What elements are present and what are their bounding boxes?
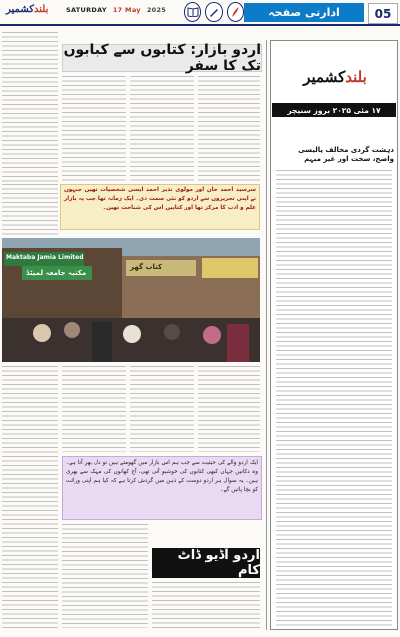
logo-red-text: بلند (34, 4, 49, 15)
header-icons (184, 2, 244, 24)
header-rule (0, 24, 400, 26)
quill-icon (227, 2, 244, 22)
page-number: 05 (368, 3, 398, 24)
article-text-column (2, 184, 58, 236)
article-text-column (62, 524, 148, 628)
column-title (276, 146, 394, 164)
column-text-body (276, 170, 392, 626)
column-divider (266, 40, 267, 630)
pull-quote: ایک اردو والے کی حیثیت سے جب ہم اس بازار میں گھومتے ہیں تو دل بھر آتا ہے۔ وہ دکانیں جہاں کبھی کتابوں کی خوشبو آتی تھی، آج کھانوں کی مہک سے بھری ہیں۔ یہ سوال ہر اردو دوست کے ذہن میں گردش کرتا ہے کہ کیا ہم اپنی وراثت کو بچا پائیں گے۔ (62, 456, 262, 520)
column-logo-black: کشمیر (303, 68, 346, 86)
article-text-column (152, 582, 260, 628)
date-text: 17 May (112, 6, 141, 14)
street-photo (2, 238, 260, 362)
day-text: SATURDAY (66, 6, 107, 14)
logo-blue-text: کشمیر (6, 4, 34, 15)
article-text-column (62, 366, 126, 452)
article-headline: اردو بازار: کتابوں سے کبابوں تک کا سفر (63, 42, 261, 74)
masthead-logo (6, 4, 48, 15)
article-text-column (62, 76, 126, 182)
article-text-column (198, 366, 260, 452)
column-logo-red: بلند (345, 68, 367, 86)
pen-icon (205, 2, 222, 22)
pull-quote: سرسید احمد خان اور مولوی نذیر احمد ایسی شخصیات تھیں جنہوں نے اپنی تحریروں سے اردو کو نئی سمت دی۔ ایک زمانہ تھا جب یہ بازار علم و ادب کا مرکز تھا اور کتابیں اس کی شناخت تھیں۔ (60, 184, 260, 230)
article-headline: اردو آڈیو ڈاٹ کام (152, 548, 260, 578)
article-text-column (2, 32, 58, 182)
article-text-column (198, 76, 260, 182)
sign-maktaba-urdu: مکتبہ جامعہ لمیٹڈ (26, 269, 87, 277)
sign-maktaba-english: Maktaba Jamia Limited (6, 254, 84, 261)
year-text: 2025 (146, 6, 167, 14)
column-logo (282, 56, 388, 98)
column-date-banner: ۱۷ مئی ۲۰۲۵ بروز سنیچر (272, 103, 396, 117)
date-line (66, 6, 166, 14)
section-title: ادارتی صفحہ (244, 3, 364, 22)
book-icon (184, 2, 201, 22)
article-text-column (130, 366, 194, 452)
sign-shop: کتاب گھر (130, 263, 163, 271)
column-title-black: دہشت گردی مخالف پالیسی واضح، سخت اور غیر مبہم (298, 146, 394, 163)
article-text-column (130, 76, 194, 182)
article-text-column (2, 366, 58, 628)
